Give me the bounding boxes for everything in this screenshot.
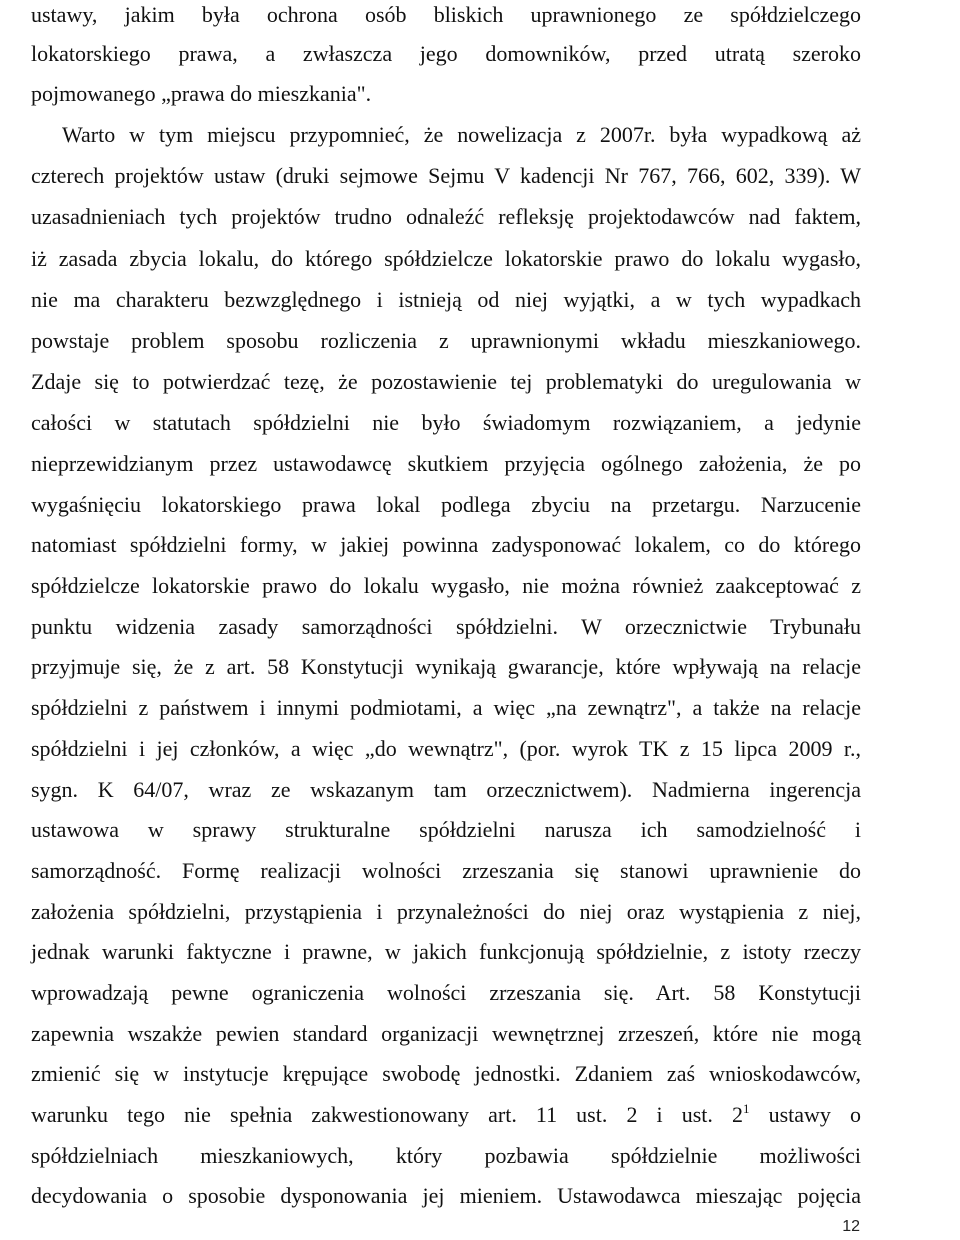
text-line: pojmowanego „prawa do mieszkania". [31,81,372,106]
text-line: samorządność. Formę realizacji wolności zrzeszania się stanowi uprawnienie do [31,858,861,883]
text-line: nie ma charakteru bezwzględnego i istnieją od niej wyjątki, a w tych wypadkach [31,287,861,312]
text-line: Zdaje się to potwierdzać tezę, że pozostawienie tej problematyki do uregulowania w [31,369,861,394]
text-line: zmienić się w instytucje krępujące swobodę jednostki. Zdaniem zaś wnioskodawców, [31,1061,861,1086]
text-line: iż zasada zbycia lokalu, do którego spółdzielcze lokatorskie prawo do lokalu wygasło, [31,246,861,271]
text-line: decydowania o sposobie dysponowania jej mieniem. Ustawodawca mieszając pojęcia [31,1183,861,1208]
text-line: spółdzielni z państwem i innymi podmiotami, a więc „na zewnątrz", a także na relacje [31,695,861,720]
text-line: ustawowa w sprawy strukturalne spółdzielni narusza ich samodzielność i [31,817,861,842]
text-line: powstaje problem sposobu rozliczenia z uprawnionymi wkładu mieszkaniowego. [31,328,861,353]
text-line: nieprzewidzianym przez ustawodawcę skutkiem przyjęcia ogólnego założenia, że po [31,451,861,476]
text-line: spółdzielniach mieszkaniowych, który pozbawia spółdzielnie możliwości [31,1143,861,1168]
text-line [31,1100,861,1130]
text-line: spółdzielni i jej członków, a więc „do wewnątrz", (por. wyrok TK z 15 lipca 2009 r., [31,736,861,761]
text-line: czterech projektów ustaw (druki sejmowe Sejmu V kadencji Nr 767, 766, 602, 339). W [31,163,861,188]
text-line: Warto w tym miejscu przypomnieć, że nowelizacja z 2007r. była wypadkową aż [62,122,861,147]
text-line: lokatorskiego prawa, a zwłaszcza jego domowników, przed utratą szeroko [31,41,861,66]
page-number: 12 [842,1218,860,1235]
text-line: uzasadnieniach tych projektów trudno odnaleźć refleksję projektodawców nad faktem, [31,204,861,229]
text-line: spółdzielcze lokatorskie prawo do lokalu wygasło, nie można również zaakceptować z [31,573,861,598]
text-line: jednak warunki faktyczne i prawne, w jakich funkcjonują spółdzielnie, z istoty rzeczy [31,939,861,964]
text-line: wprowadzają pewne ograniczenia wolności zrzeszania się. Art. 58 Konstytucji [31,980,861,1005]
text-line: przyjmuje się, że z art. 58 Konstytucji wynikają gwarancje, które wpływają na relacje [31,654,861,679]
text-line: ustawy, jakim była ochrona osób bliskich uprawnionego ze spółdzielczego [31,2,861,27]
text-line: natomiast spółdzielni formy, w jakiej powinna zadysponować lokalem, co do którego [31,532,861,557]
text-line: punktu widzenia zasady samorządności spółdzielni. W orzecznictwie Trybunału [31,614,861,639]
text-line: zapewnia wszakże pewien standard organizacji wewnętrznej zrzeszeń, które nie mogą [31,1021,861,1046]
text-line: całości w statutach spółdzielni nie było świadomym rozwiązaniem, a jedynie [31,410,861,435]
text-line-main: warunku tego nie spełnia zakwestionowany art. 11 ust. 2 i ust. 2 [31,1102,743,1127]
text-line: wygaśnięciu lokatorskiego prawa lokal podlega zbyciu na przetargu. Narzucenie [31,492,861,517]
superscript-mark: 1 [743,1101,750,1116]
text-line-tail: ustawy o [749,1102,862,1127]
text-line: sygn. K 64/07, wraz ze wskazanym tam orzecznictwem). Nadmierna ingerencja [31,777,861,802]
text-line: założenia spółdzielni, przystąpienia i przynależności do niej oraz wystąpienia z niej, [31,899,861,924]
